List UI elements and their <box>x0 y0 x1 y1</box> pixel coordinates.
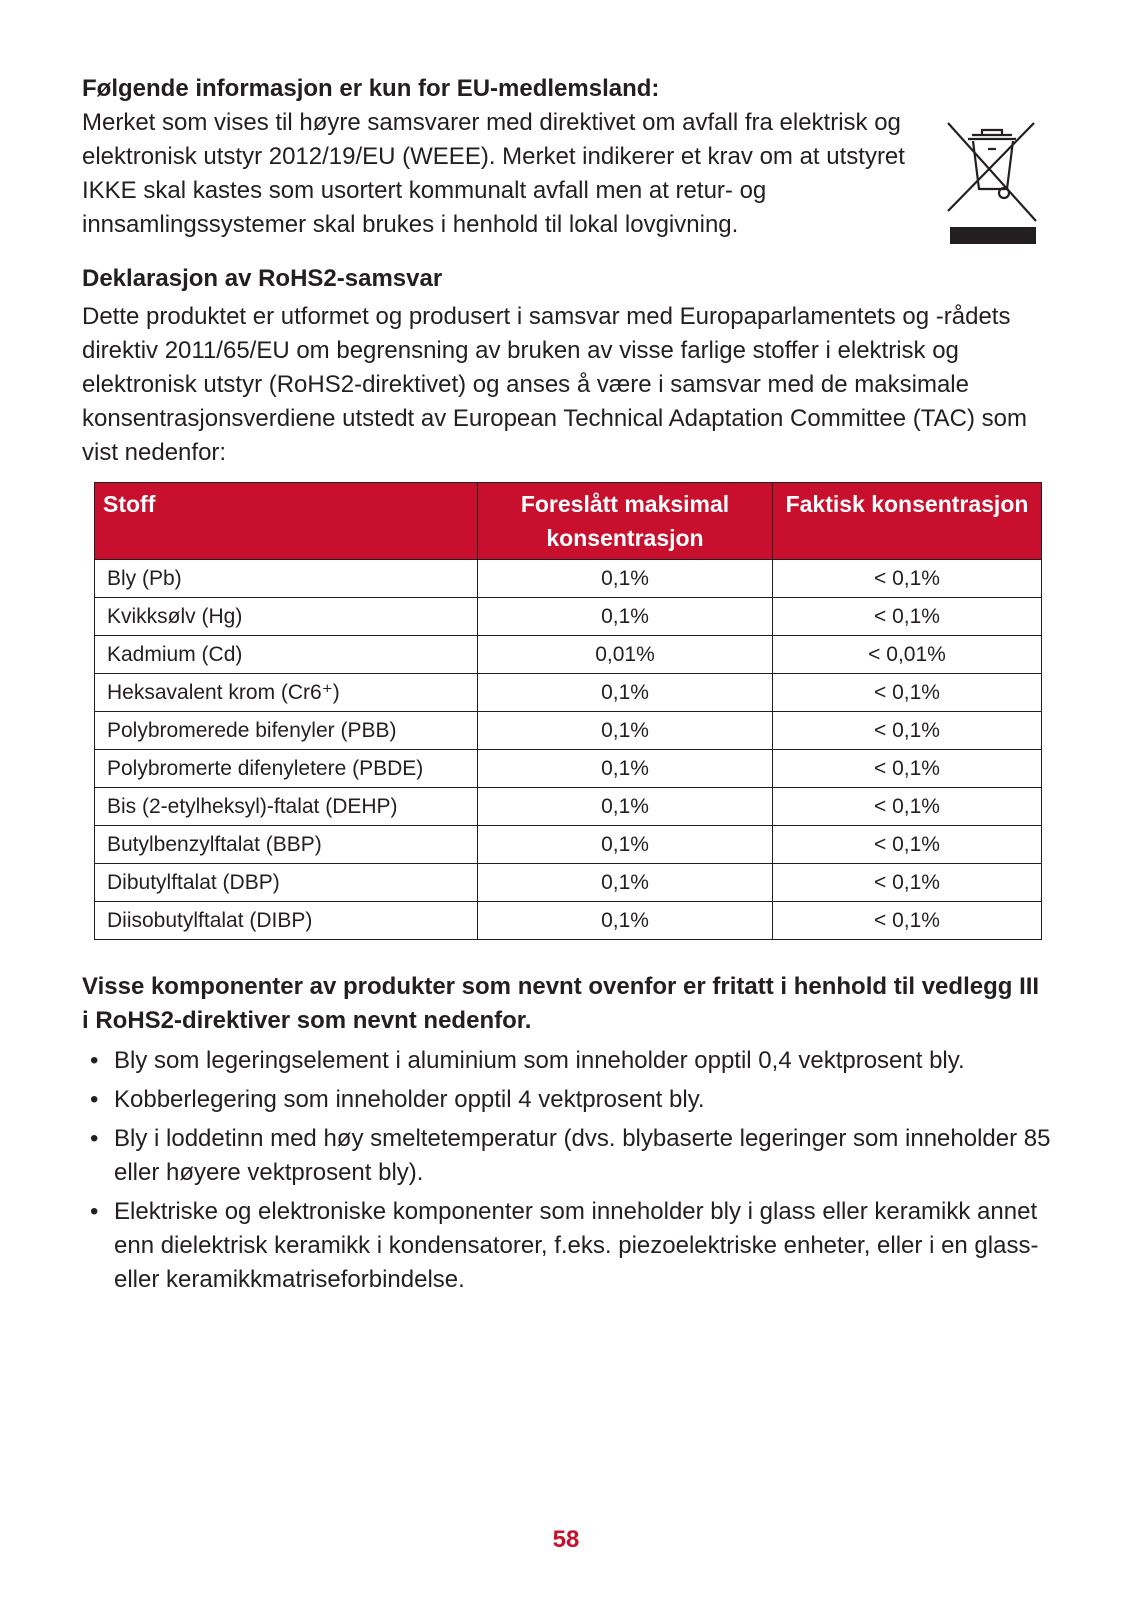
max-concentration-cell: 0,1% <box>478 826 773 864</box>
actual-concentration-cell: < 0,1% <box>773 674 1042 712</box>
rohs-text: Dette produktet er utformet og produsert i samsvar med Europaparlamentets og -rådets direktiv 2011/65/EU om begrensning av bruken av visse farlige stoffer i elektrisk og elektronisk utstyr (RoHS2-direktivet) og anses å være i samsvar med de maksimale konsentrasjonsverdiene utstedt av European Technical Adaptation Committee (TAC) som vist nedenfor: <box>82 303 1027 466</box>
exemption-text: Elektriske og elektroniske komponenter som inneholder bly i glass eller keramikk annet enn dielektrisk keramikk i kondensatorer, f.eks. piezoelektriske enheter, eller i en glass- eller keramikkmatriseforbindelse. <box>114 1198 1039 1293</box>
page-number: 58 <box>552 1526 580 1553</box>
substance-cell: Polybromerede bifenyler (PBB) <box>95 712 478 750</box>
document-page <box>82 72 1052 1302</box>
list-item <box>82 1044 1052 1078</box>
max-concentration-cell: 0,1% <box>478 864 773 902</box>
max-concentration-cell: 0,1% <box>478 674 773 712</box>
weee-text: Merket som vises til høyre samsvarer med direktivet om avfall fra elektrisk og elektronisk utstyr 2012/19/EU (WEEE). Merket indikerer et krav om at utstyret IKKE skal kastes som usortert kommunalt avfall men at retur- og innsamlingssystemer skal brukes i henhold til lokal lovgivning. <box>82 109 905 238</box>
actual-concentration-cell: < 0,1% <box>773 864 1042 902</box>
column-header-substance: Stoff <box>95 483 478 560</box>
table-row <box>95 560 1042 598</box>
rohs-heading: Deklarasjon av RoHS2-samsvar <box>82 265 443 292</box>
bullet-icon: • <box>90 1047 99 1074</box>
weee-section <box>82 72 1052 242</box>
crossed-out-wheelie-bin-icon <box>944 115 1040 247</box>
actual-concentration-cell: < 0,1% <box>773 712 1042 750</box>
list-item <box>82 1122 1052 1190</box>
table-row <box>95 826 1042 864</box>
exemptions-heading: Visse komponenter av produkter som nevnt ovenfor er fritatt i henhold til vedlegg III i RoHS2-direktiver som nevnt nedenfor. <box>82 973 1040 1034</box>
max-concentration-cell: 0,01% <box>478 636 773 674</box>
max-concentration-cell: 0,1% <box>478 598 773 636</box>
exemptions-list <box>82 1044 1052 1297</box>
actual-concentration-cell: < 0,1% <box>773 788 1042 826</box>
exemption-text: Bly i loddetinn med høy smeltetemperatur (dvs. blybaserte legeringer som inneholder 85 eller høyere vektprosent bly). <box>114 1125 1051 1186</box>
table-row <box>95 902 1042 940</box>
list-item <box>82 1083 1052 1117</box>
table-row <box>95 712 1042 750</box>
table-row <box>95 788 1042 826</box>
rohs-substance-table <box>94 482 1042 940</box>
substance-cell: Dibutylftalat (DBP) <box>95 864 478 902</box>
actual-concentration-cell: < 0,1% <box>773 750 1042 788</box>
actual-concentration-cell: < 0,1% <box>773 902 1042 940</box>
substance-cell: Bly (Pb) <box>95 560 478 598</box>
substance-cell: Polybromerte difenyletere (PBDE) <box>95 750 478 788</box>
max-concentration-cell: 0,1% <box>478 902 773 940</box>
bullet-icon: • <box>90 1198 99 1225</box>
actual-concentration-cell: < 0,1% <box>773 560 1042 598</box>
table-header-row <box>95 483 1042 560</box>
bullet-icon: • <box>90 1125 99 1152</box>
max-concentration-cell: 0,1% <box>478 560 773 598</box>
actual-concentration-cell: < 0,1% <box>773 826 1042 864</box>
exemption-text: Bly som legeringselement i aluminium som inneholder opptil 0,4 vektprosent bly. <box>114 1047 965 1074</box>
actual-concentration-cell: < 0,01% <box>773 636 1042 674</box>
max-concentration-cell: 0,1% <box>478 712 773 750</box>
actual-concentration-cell: < 0,1% <box>773 598 1042 636</box>
bullet-icon: • <box>90 1086 99 1113</box>
table-row <box>95 636 1042 674</box>
list-item <box>82 1195 1052 1297</box>
substance-cell: Bis (2-etylheksyl)-ftalat (DEHP) <box>95 788 478 826</box>
table-row <box>95 864 1042 902</box>
substance-cell: Kvikksølv (Hg) <box>95 598 478 636</box>
table-row <box>95 750 1042 788</box>
substance-cell: Butylbenzylftalat (BBP) <box>95 826 478 864</box>
substance-cell: Diisobutylftalat (DIBP) <box>95 902 478 940</box>
max-concentration-cell: 0,1% <box>478 788 773 826</box>
exemption-text: Kobberlegering som inneholder opptil 4 vektprosent bly. <box>114 1086 705 1113</box>
column-header-actual-concentration: Faktisk konsentrasjon <box>773 483 1042 560</box>
max-concentration-cell: 0,1% <box>478 750 773 788</box>
table-row <box>95 598 1042 636</box>
substance-cell: Kadmium (Cd) <box>95 636 478 674</box>
substance-cell: Heksavalent krom (Cr6⁺) <box>95 674 478 712</box>
weee-heading: Følgende informasjon er kun for EU-medlemsland: <box>82 75 660 102</box>
column-header-max-concentration: Foreslått maksimal konsentrasjon <box>478 483 773 560</box>
table-row <box>95 674 1042 712</box>
